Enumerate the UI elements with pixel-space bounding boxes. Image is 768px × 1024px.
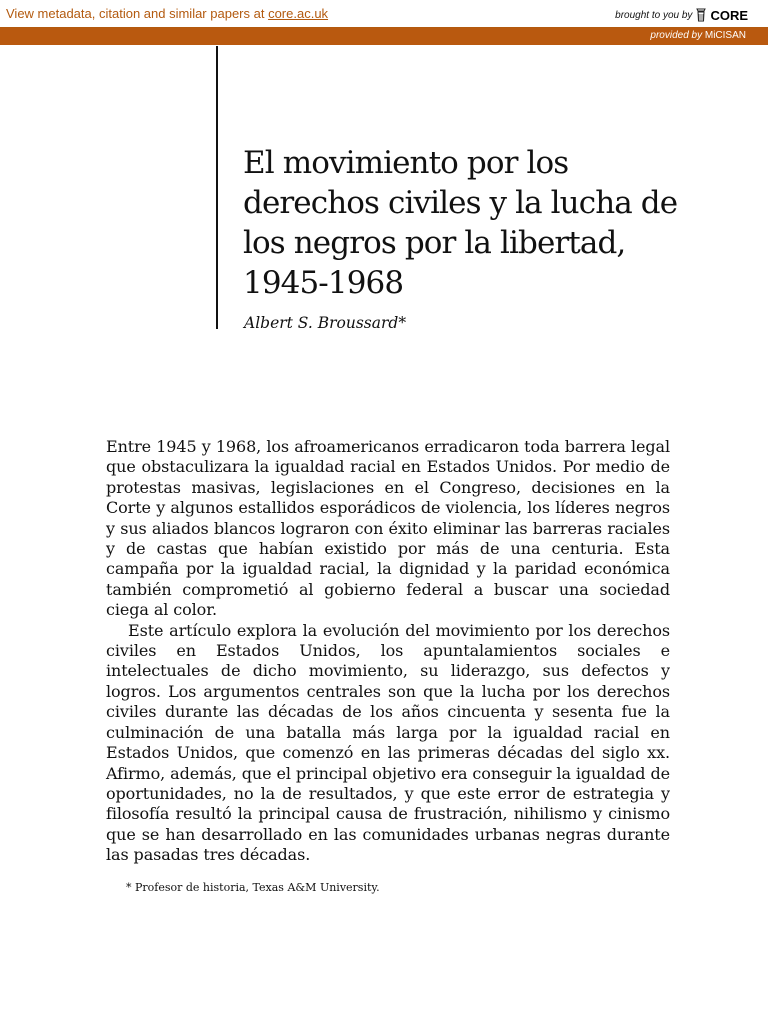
core-banner xyxy=(0,0,768,28)
metadata-notice xyxy=(6,6,328,21)
paragraph: Entre 1945 y 1968, los afroamericanos erradicaron toda barrera legal que obstaculizara la igualdad racial en Estados Unidos. Por medio de protestas masivas, legislaciones en el Congreso, decisiones en la Corte y algunos estallidos esporádicos de violencia, los líderes negros y sus aliados blancos lograron con éxito eliminar las barreras raciales y de castas que habían existido por más de una centuria. Esta campaña por la igualdad racial, la dignidad y la paridad económica también comprometió al gobierno federal a buscar una sociedad ciega al color. xyxy=(106,437,670,620)
metadata-prefix: View metadata, citation and similar papers at xyxy=(6,6,265,21)
article-title: El movimiento por los derechos civiles y la lucha de los negros por la libertad, 1945-1968 xyxy=(243,145,678,301)
provided-by[interactable] xyxy=(650,30,746,41)
article-body xyxy=(106,437,670,866)
brought-by-label: brought to you by xyxy=(615,9,693,21)
footnote: * Profesor de historia, Texas A&M University. xyxy=(126,881,380,894)
brought-by[interactable] xyxy=(615,7,748,23)
provided-by-label: provided by xyxy=(650,30,703,41)
core-logo-text: CORE xyxy=(710,7,748,23)
article-author: Albert S. Broussard* xyxy=(244,314,407,332)
paragraph: Este artículo explora la evolución del movimiento por los derechos civiles en Estados Unidos, los apuntalamientos sociales e intelectuales de dicho movimiento, su liderazgo, sus defectos y logros. Los argumentos centrales son que la lucha por los derechos civiles durante las décadas de los años cincuenta y sesenta fue la culminación de una batalla más larga por la igualdad racial en Estados Unidos, que comenzó en las primeras décadas del siglo xx. Afirmo, además, que el principal objetivo era conseguir la igualdad de oportunidades, no la de resultados, y que este error de estrategia y filosofía resultó la principal causa de frustración, nihilismo y cinismo que se han desarrollado en las comunidades urbanas negras durante las pasadas tres décadas. xyxy=(106,620,670,865)
core-logo-icon xyxy=(695,7,707,23)
provider-bar xyxy=(0,28,768,45)
title-rule xyxy=(216,46,218,329)
core-link[interactable]: core.ac.uk xyxy=(268,6,329,21)
provider-name: MiCISAN xyxy=(704,30,746,41)
